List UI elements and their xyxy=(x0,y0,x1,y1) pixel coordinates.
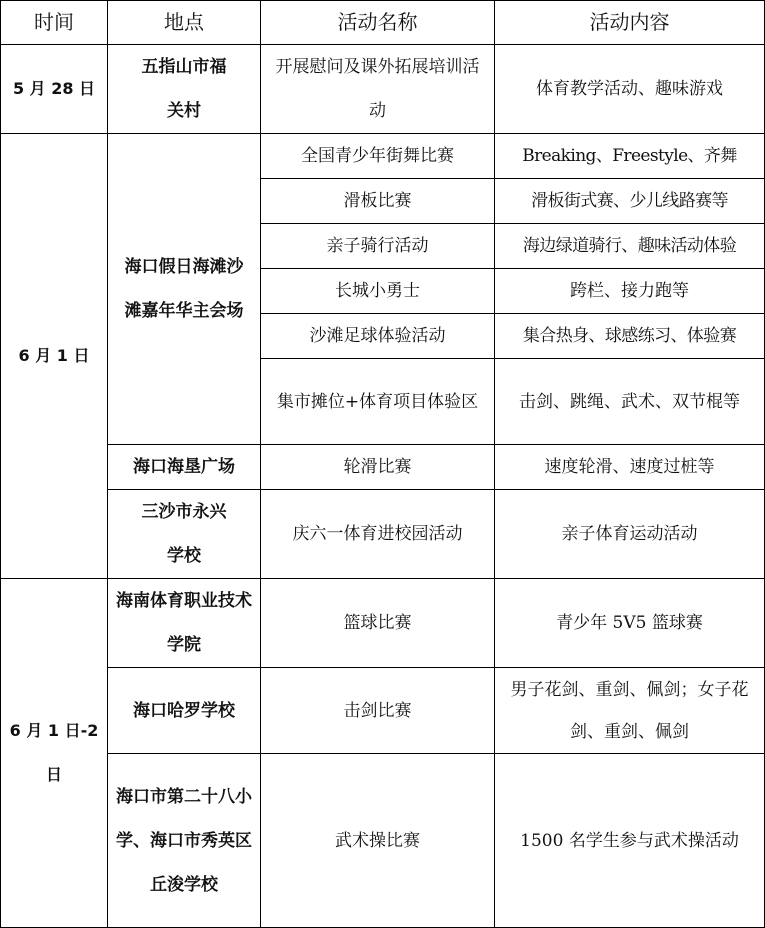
activity-name-cell: 击剑比赛 xyxy=(261,668,495,754)
time-cell: 6 月 1 日 xyxy=(1,134,108,579)
activity-name-cell: 长城小勇士 xyxy=(261,269,495,314)
activity-content-cell: Breaking、Freestyle、齐舞 xyxy=(495,134,765,179)
time-cell: 6 月 1 日-2 日 xyxy=(1,579,108,928)
activity-name-cell: 轮滑比赛 xyxy=(261,445,495,490)
activity-content-cell: 海边绿道骑行、趣味活动体验 xyxy=(495,224,765,269)
place-cell: 海口假日海滩沙滩嘉年华主会场 xyxy=(108,134,261,445)
header-time: 时间 xyxy=(1,1,108,45)
header-row xyxy=(1,1,765,45)
table-row xyxy=(1,754,765,928)
activity-name-cell: 滑板比赛 xyxy=(261,179,495,224)
activity-content-cell: 击剑、跳绳、武术、双节棍等 xyxy=(495,359,765,445)
activity-name-cell: 全国青少年街舞比赛 xyxy=(261,134,495,179)
activity-name-cell: 沙滩足球体验活动 xyxy=(261,314,495,359)
time-cell: 5 月 28 日 xyxy=(1,45,108,134)
activity-name-cell: 亲子骑行活动 xyxy=(261,224,495,269)
header-activity-name: 活动名称 xyxy=(261,1,495,45)
table-row xyxy=(1,490,765,579)
activity-name-cell: 武术操比赛 xyxy=(261,754,495,928)
activity-name-cell: 集市摊位+体育项目体验区 xyxy=(261,359,495,445)
place-cell: 海口海垦广场 xyxy=(108,445,261,490)
activity-content-cell: 亲子体育运动活动 xyxy=(495,490,765,579)
table-row xyxy=(1,45,765,134)
activity-content-cell: 集合热身、球感练习、体验赛 xyxy=(495,314,765,359)
activity-content-cell: 男子花剑、重剑、佩剑；女子花剑、重剑、佩剑 xyxy=(495,668,765,754)
place-cell: 海口市第二十八小学、海口市秀英区丘浚学校 xyxy=(108,754,261,928)
table-row xyxy=(1,134,765,179)
activity-content-cell: 1500 名学生参与武术操活动 xyxy=(495,754,765,928)
header-activity-content: 活动内容 xyxy=(495,1,765,45)
table-row xyxy=(1,445,765,490)
activity-content-cell: 青少年 5V5 篮球赛 xyxy=(495,579,765,668)
place-cell: 海口哈罗学校 xyxy=(108,668,261,754)
activity-content-cell: 跨栏、接力跑等 xyxy=(495,269,765,314)
activity-name-cell: 篮球比赛 xyxy=(261,579,495,668)
table-row xyxy=(1,579,765,668)
activity-content-cell: 速度轮滑、速度过桩等 xyxy=(495,445,765,490)
place-cell: 海南体育职业技术学院 xyxy=(108,579,261,668)
place-cell: 五指山市福关村 xyxy=(108,45,261,134)
place-cell: 三沙市永兴学校 xyxy=(108,490,261,579)
activity-name-cell: 开展慰问及课外拓展培训活动 xyxy=(261,45,495,134)
activity-content-cell: 体育教学活动、趣味游戏 xyxy=(495,45,765,134)
activity-name-cell: 庆六一体育进校园活动 xyxy=(261,490,495,579)
activity-content-cell: 滑板街式赛、少儿线路赛等 xyxy=(495,179,765,224)
table-row xyxy=(1,668,765,754)
header-place: 地点 xyxy=(108,1,261,45)
